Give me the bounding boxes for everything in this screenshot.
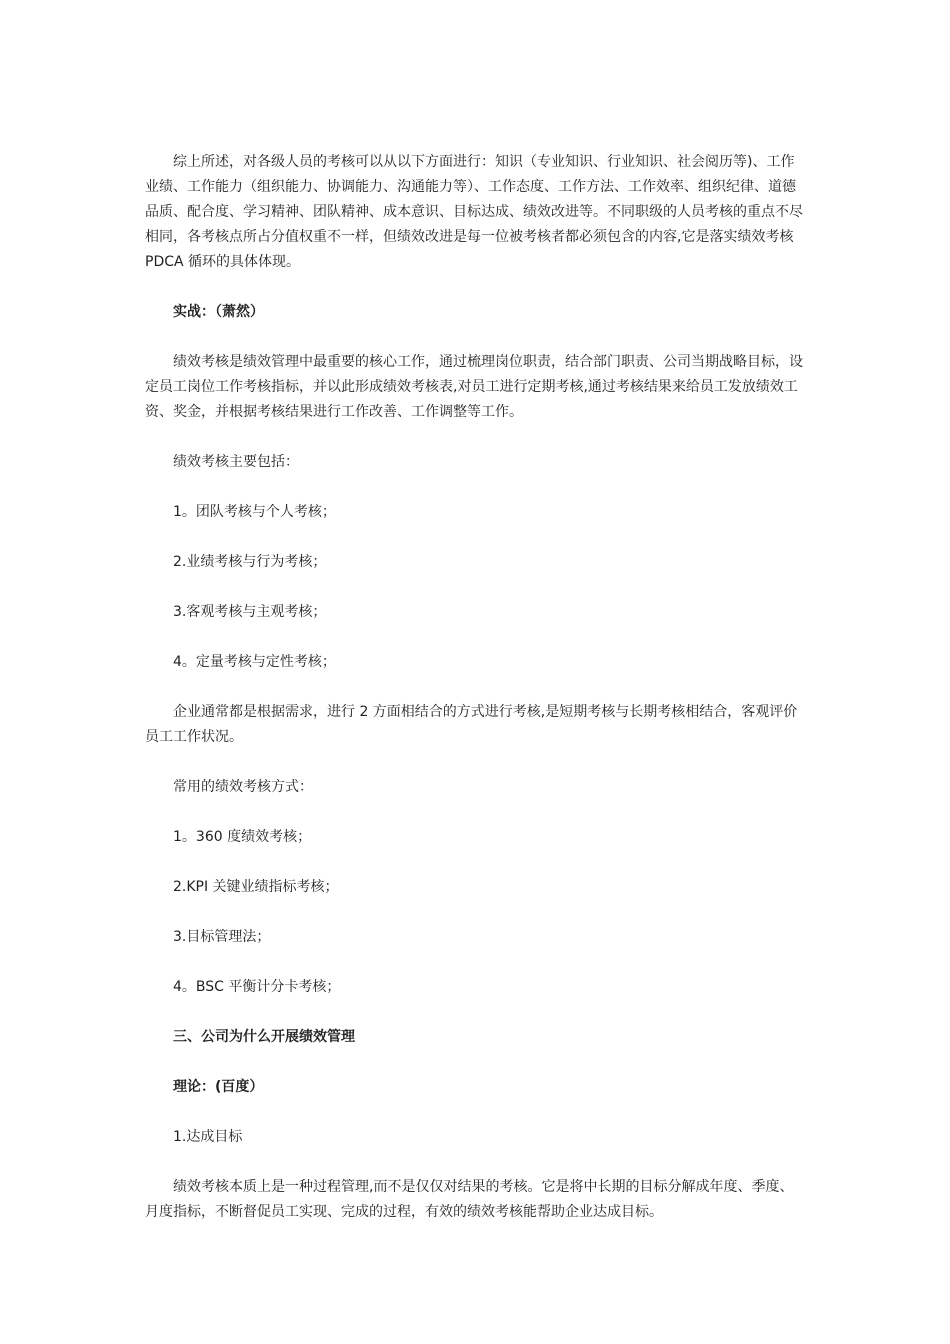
spacer xyxy=(145,675,805,700)
list-item: 1。团队考核与个人考核； xyxy=(173,504,336,520)
list-item: 3.客观考核与主观考核； xyxy=(173,604,327,620)
practice-heading: 实战：（萧然） xyxy=(173,304,264,320)
spacer xyxy=(145,275,805,300)
main-includes-label: 绩效考核主要包括： xyxy=(173,454,299,470)
list-item: 4。定量考核与定性考核； xyxy=(173,654,336,670)
spacer xyxy=(145,1150,805,1175)
spacer xyxy=(145,625,805,650)
spacer xyxy=(145,575,805,600)
spacer xyxy=(145,950,805,975)
spacer xyxy=(145,525,805,550)
spacer xyxy=(145,750,805,775)
spacer xyxy=(145,1050,805,1075)
section-three-heading: 三、公司为什么开展绩效管理 xyxy=(173,1029,355,1045)
theory-heading: 理论：(百度） xyxy=(173,1079,264,1095)
list-item: 2.业绩考核与行为考核； xyxy=(173,554,327,570)
spacer xyxy=(145,1000,805,1025)
list-item: 1。360 度绩效考核； xyxy=(173,829,312,845)
goal-item: 1.达成目标 xyxy=(173,1129,243,1145)
spacer xyxy=(145,900,805,925)
goal-paragraph: 绩效考核本质上是一种过程管理,而不是仅仅对结果的考核。它是将中长期的目标分解成年度、季度、月度指标，不断督促员工实现、完成的过程，有效的绩效考核能帮助企业达成目标。 xyxy=(145,1179,794,1220)
spacer xyxy=(145,850,805,875)
methods-label: 常用的绩效考核方式： xyxy=(173,779,313,795)
spacer xyxy=(145,325,805,350)
spacer xyxy=(145,1100,805,1125)
spacer xyxy=(145,425,805,450)
list-item: 2.KPI 关键业绩指标考核； xyxy=(173,879,339,895)
list-item: 4。BSC 平衡计分卡考核； xyxy=(173,979,341,995)
summary-paragraph: 综上所述，对各级人员的考核可以从以下方面进行：知识（专业知识、行业知识、社会阅历等)、工作业绩、工作能力（组织能力、协调能力、沟通能力等）、工作态度、工作方法、工作效率、组织纪律、道德品质、配合度、学习精神、团队精神、成本意识、目标达成、绩效改进等。不同职级的人员考核的重点不尽相同，各考核点所占分值权重不一样，但绩效改进是每一位被考核者都必须包含的内容,它是落实绩效考核 PDCA 循环的具体体现。 xyxy=(145,154,803,270)
document-body xyxy=(145,150,805,1225)
spacer xyxy=(145,475,805,500)
list-item: 3.目标管理法； xyxy=(173,929,271,945)
practice-paragraph: 绩效考核是绩效管理中最重要的核心工作，通过梳理岗位职责，结合部门职责、公司当期战略目标，设定员工岗位工作考核指标，并以此形成绩效考核表,对员工进行定期考核,通过考核结果来给员工发放绩效工资、奖金，并根据考核结果进行工作改善、工作调整等工作。 xyxy=(145,354,803,420)
combine-paragraph: 企业通常都是根据需求，进行 2 方面相结合的方式进行考核,是短期考核与长期考核相结合，客观评价员工工作状况。 xyxy=(145,704,798,745)
spacer xyxy=(145,800,805,825)
